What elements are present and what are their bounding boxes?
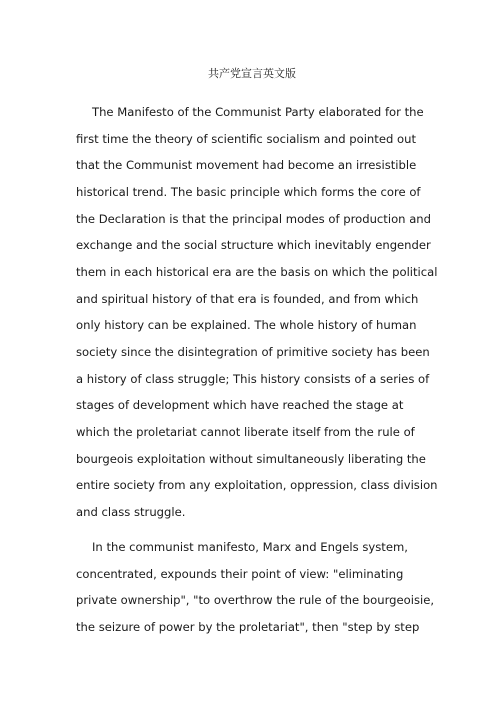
paragraph-line: and class struggle.	[76, 504, 186, 519]
paragraph-line: first time the theory of scientific socialism and pointed out	[76, 131, 416, 146]
paragraph-line: a history of class struggle; This history consists of a series of	[76, 371, 430, 386]
paragraph-line: entire society from any exploitation, oppression, class division	[76, 478, 438, 493]
paragraph-line: concentrated, expounds their point of view: "eliminating	[76, 566, 404, 581]
paragraph-line: In the communist manifesto, Marx and Engels system,	[92, 540, 408, 554]
paragraph-line: bourgeois exploitation without simultaneously liberating the	[76, 451, 426, 466]
paragraph-line: exchange and the social structure which inevitably engender	[76, 238, 431, 253]
paragraph-line: the seizure of power by the proletariat", then "step by step	[76, 619, 420, 634]
paragraph-line: and spiritual history of that era is founded, and from which	[76, 291, 419, 306]
paragraph-line: historical trend. The basic principle which forms the core of	[76, 184, 421, 199]
paragraph-line: private ownership", "to overthrow the rule of the bourgeoisie,	[76, 593, 435, 608]
paragraph-1	[76, 99, 438, 526]
paragraph-line: the Declaration is that the principal modes of production and	[76, 211, 432, 226]
paragraph-line: which the proletariat cannot liberate itself from the rule of	[76, 424, 415, 439]
document-title: 共产党宣言英文版	[208, 67, 296, 80]
paragraph-line: stages of development which have reached the stage at	[76, 398, 404, 413]
paragraph-line: them in each historical era are the basis on which the political	[76, 264, 438, 279]
paragraph-line: society since the disintegration of primitive society has been	[76, 344, 430, 359]
paragraph-line: The Manifesto of the Communist Party elaborated for the	[92, 105, 424, 119]
paragraph-2	[76, 534, 434, 641]
paragraph-line: that the Communist movement had become an irresistible	[76, 158, 417, 173]
paragraph-line: only history can be explained. The whole history of human	[76, 318, 417, 333]
